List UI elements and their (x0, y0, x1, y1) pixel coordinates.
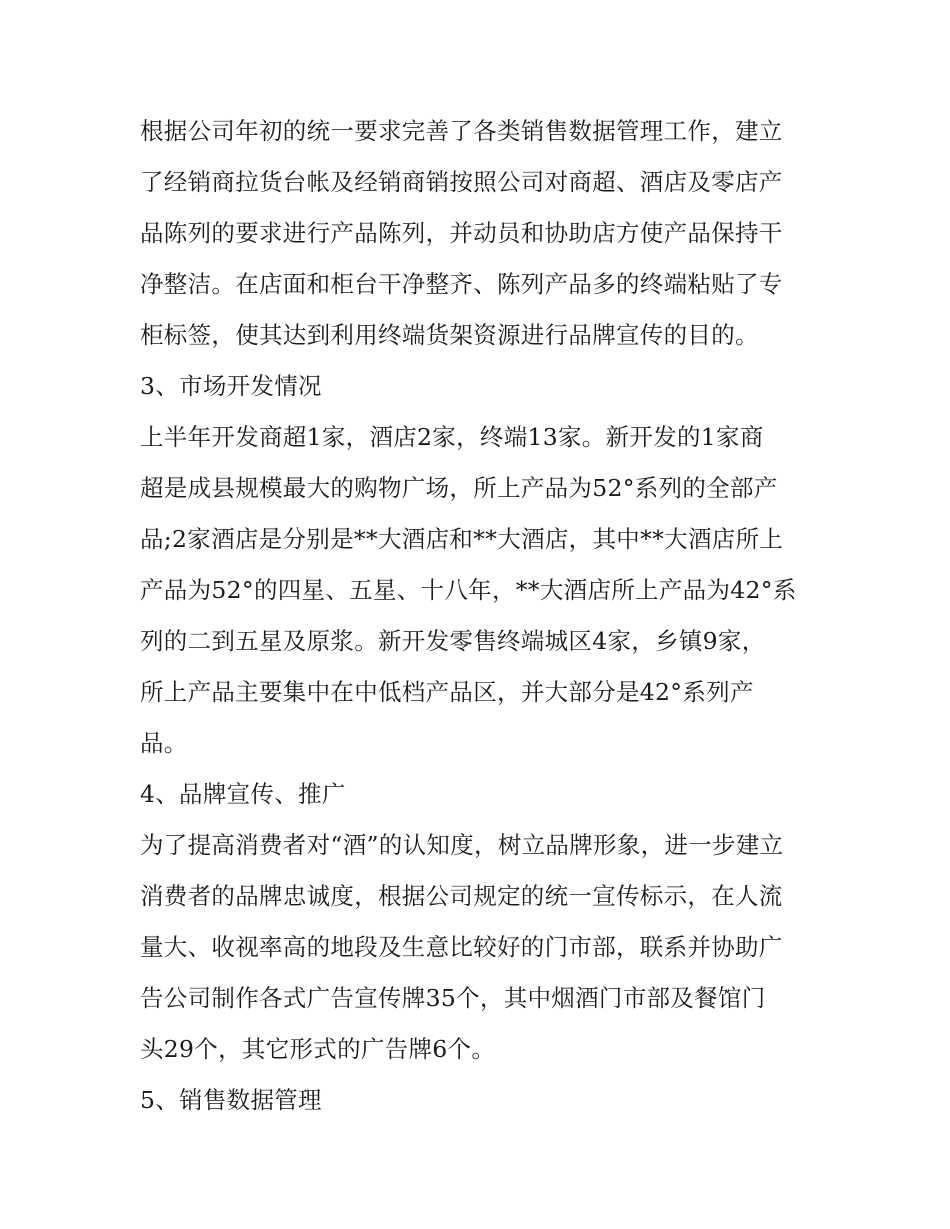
paragraph-line: 上半年开发商超1家，酒店2家，终端13家。新开发的1家商 (140, 423, 764, 451)
paragraph-line: 产品为52°的四星、五星、十八年，**大酒店所上产品为42°系 (140, 576, 797, 604)
section-heading: 3、市场开发情况 (140, 372, 322, 400)
paragraph-line: 量大、收视率高的地段及生意比较好的门市部，联系并协助广 (140, 933, 783, 961)
paragraph-line: 品;2家酒店是分别是**大酒店和**大酒店，其中**大酒店所上 (140, 525, 784, 553)
paragraph-line: 为了提高消费者对“酒”的认知度，树立品牌形象，进一步建立 (140, 831, 784, 859)
paragraph-line: 告公司制作各式广告宣传牌35个，其中烟酒门市部及餐馆门 (140, 984, 766, 1012)
paragraph-line: 品陈列的要求进行产品陈列，并动员和协助店方使产品保持干 (140, 219, 783, 247)
document-body (140, 106, 820, 1126)
paragraph-line: 所上产品主要集中在中低档产品区，并大部分是42°系列产 (140, 678, 754, 706)
section-heading: 4、品牌宣传、推广 (140, 780, 346, 808)
paragraph-line: 根据公司年初的统一要求完善了各类销售数据管理工作，建立 (140, 117, 783, 145)
paragraph-line: 超是成县规模最大的购物广场，所上产品为52°系列的全部产 (140, 474, 778, 502)
paragraph-line: 消费者的品牌忠诚度，根据公司规定的统一宣传标示，在人流 (140, 882, 783, 910)
paragraph-line: 了经销商拉货台帐及经销商销按照公司对商超、酒店及零店产 (140, 168, 783, 196)
section-heading: 5、销售数据管理 (140, 1086, 322, 1114)
paragraph-line: 净整洁。在店面和柜台干净整齐、陈列产品多的终端粘贴了专 (140, 270, 783, 298)
paragraph-line: 柜标签，使其达到利用终端货架资源进行品牌宣传的目的。 (140, 321, 759, 349)
paragraph-line: 品。 (140, 729, 188, 757)
paragraph-line: 头29个，其它形式的广告牌6个。 (140, 1035, 496, 1063)
paragraph-line: 列的二到五星及原浆。新开发零售终端城区4家，乡镇9家， (140, 627, 766, 655)
